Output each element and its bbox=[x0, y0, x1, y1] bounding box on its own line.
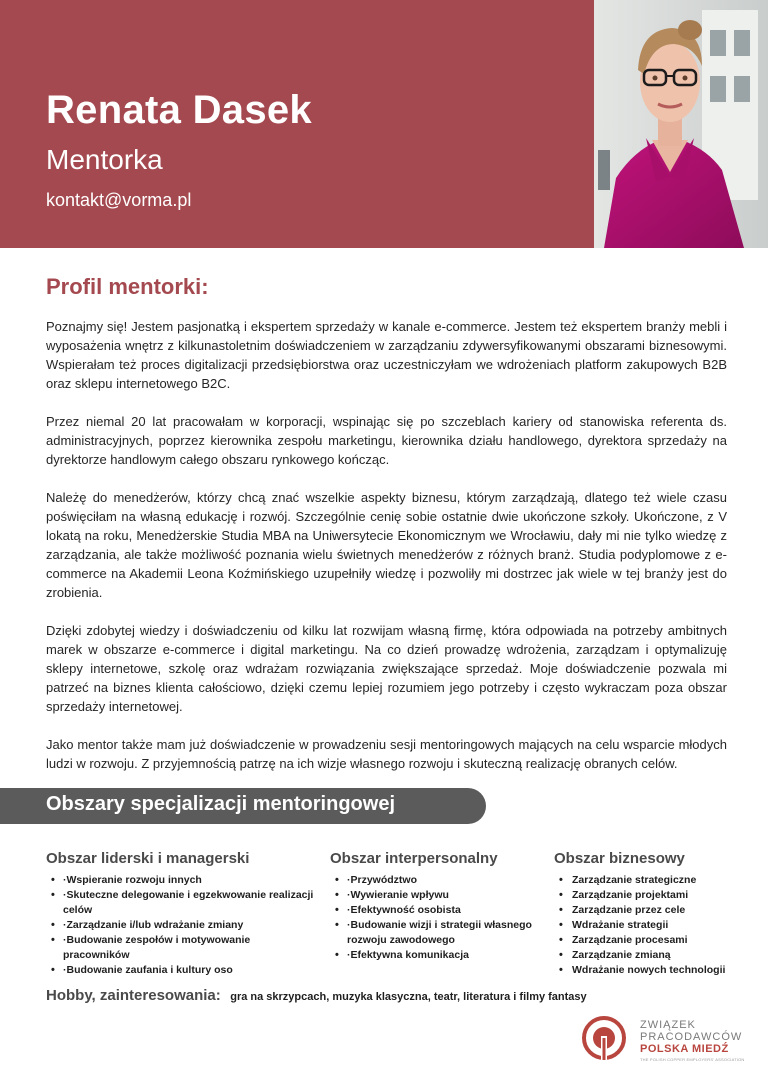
list-item: • Zarządzanie przez cele bbox=[554, 903, 759, 918]
logo-text-line: PRACODAWCÓW bbox=[640, 1031, 743, 1043]
column-title: Obszar interpersonalny bbox=[330, 850, 498, 867]
profile-bio bbox=[46, 317, 727, 792]
column-leadership bbox=[46, 850, 316, 978]
list-item: • Wdrażanie strategii bbox=[554, 918, 759, 933]
mentor-role: Mentorka bbox=[46, 144, 163, 175]
list-item: • ·Wspieranie rozwoju innych bbox=[46, 873, 316, 888]
column-interpersonal bbox=[330, 850, 545, 963]
bio-paragraph: Jako mentor także mam już doświadczenie w prowadzeniu sesji mentoringowych mających na celu wsparcie młodych ludzi w rozwoju. Z przyjemnością patrzę na ich wizje własnego rozwoju i skuteczną realizację obranych celów. bbox=[46, 737, 727, 771]
list-item: • ·Skuteczne delegowanie i egzekwowanie realizacji celów bbox=[46, 888, 316, 918]
mentor-name: Renata Dasek bbox=[46, 88, 312, 132]
mentor-photo bbox=[594, 0, 768, 248]
profile-heading: Profil mentorki: bbox=[46, 274, 209, 299]
list-item: • Zarządzanie projektami bbox=[554, 888, 759, 903]
list-item: • ·Przywództwo bbox=[330, 873, 545, 888]
bio-paragraph: Przez niemal 20 lat pracowałam w korporacji, wspinając się po szczeblach kariery od stanowiska referenta ds. administracyjnych, poprzez kierownika zespołu marketingu, kierownika działu handlowego, dyrektora sprzedaży na dyrektorze handlowym całego obszaru rynkowego kończąc. bbox=[46, 414, 727, 467]
column-title: Obszar liderski i managerski bbox=[46, 850, 250, 867]
logo-text-line: ZWIĄZEK bbox=[640, 1019, 696, 1031]
bio-paragraph: Należę do menedżerów, którzy chcą znać wszelkie aspekty biznesu, którym zarządzają, dlatego też wiele czasu poświęciłam na własną edukację i rozwój. Szczególnie cenię sobie ostatnie dwie ukończone szkoły. Ukończone, z V lokatą na roku, Menedżerskie Studia MBA na Uniwersytecie Ekonomicznym we Wrocławiu, dały mi nie tylko wiedzę z zarządzania, ale także możliwość poznania wielu świetnych menedżerów z różnych branż. Studia podyplomowe z e-commerce na Akademii Leona Koźmińskiego uzupełniły wiedzę i pozwoliły mi dostrzec jak wiele w tej branży jest do zrobienia. bbox=[46, 490, 727, 600]
specializations-banner bbox=[0, 788, 486, 824]
list-item: • Zarządzanie zmianą bbox=[554, 948, 759, 963]
list-item: • Zarządzanie procesami bbox=[554, 933, 759, 948]
hobby-label: Hobby, zainteresowania: bbox=[46, 987, 221, 1004]
column-list bbox=[46, 873, 316, 978]
list-item: • ·Budowanie wizji i strategii własnego rozwoju zawodowego bbox=[330, 918, 545, 948]
hobby-section bbox=[46, 987, 746, 1005]
copper-logo-icon bbox=[582, 1016, 626, 1060]
logo-tagline: THE POLISH COPPER EMPLOYERS' ASSOCIATION bbox=[640, 1057, 745, 1062]
hobby-text: gra na skrzypcach, muzyka klasyczna, teatr, literatura i filmy fantasy bbox=[230, 991, 587, 1003]
list-item: • Wdrażanie nowych technologii bbox=[554, 963, 759, 978]
column-list bbox=[330, 873, 545, 963]
column-list bbox=[554, 873, 759, 978]
association-logo bbox=[582, 1016, 762, 1066]
bio-paragraph: Dzięki zdobytej wiedzy i doświadczeniu od kilku lat rozwijam własną firmę, która odpowiada na potrzeby ambitnych marek w obszarze e-commerce i digital marketingu. Na co dzień prowadzę wdrożenia, zarządzam i optymalizuję sklepy internetowe, szkolę oraz wdrażam rozwiązania zwiększające sprzedaż. Moje doświadczenie pozwala mi patrzeć na biznes klienta całościowo, dzięki czemu lepiej rozumiem jego potrzeby i często wykraczam poza obszar sprzedaży internetowej. bbox=[46, 623, 727, 714]
portrait-illustration bbox=[594, 0, 768, 248]
list-item: • Zarządzanie strategiczne bbox=[554, 873, 759, 888]
specializations-heading: Obszary specjalizacji mentoringowej bbox=[46, 793, 396, 815]
list-item: • ·Efektywność osobista bbox=[330, 903, 545, 918]
column-title: Obszar biznesowy bbox=[554, 850, 685, 867]
list-item: • ·Zarządzanie i/lub wdrażanie zmiany bbox=[46, 918, 316, 933]
column-business bbox=[554, 850, 759, 978]
list-item: • ·Wywieranie wpływu bbox=[330, 888, 545, 903]
list-item: • ·Budowanie zespołów i motywowanie pracowników bbox=[46, 933, 316, 963]
bio-paragraph: Poznajmy się! Jestem pasjonatką i ekspertem sprzedaży w kanale e-commerce. Jestem też ekspertem branży mebli i wyposażenia wnętrz z kilkunastoletnim doświadczeniem w zarządzaniu zdywersyfikowanymi obszarami biznesowymi. Wspierałam też proces digitalizacji przedsiębiorstwa oraz uczestniczyłam we wdrożeniach platform zakupowych B2B oraz sklepu internetowego B2C. bbox=[46, 319, 727, 391]
logo-text-line: POLSKA MIEDŹ bbox=[640, 1043, 729, 1055]
mentor-email: kontakt@vorma.pl bbox=[46, 190, 192, 210]
list-item: • ·Efektywna komunikacja bbox=[330, 948, 545, 963]
list-item: • ·Budowanie zaufania i kultury oso bbox=[46, 963, 316, 978]
